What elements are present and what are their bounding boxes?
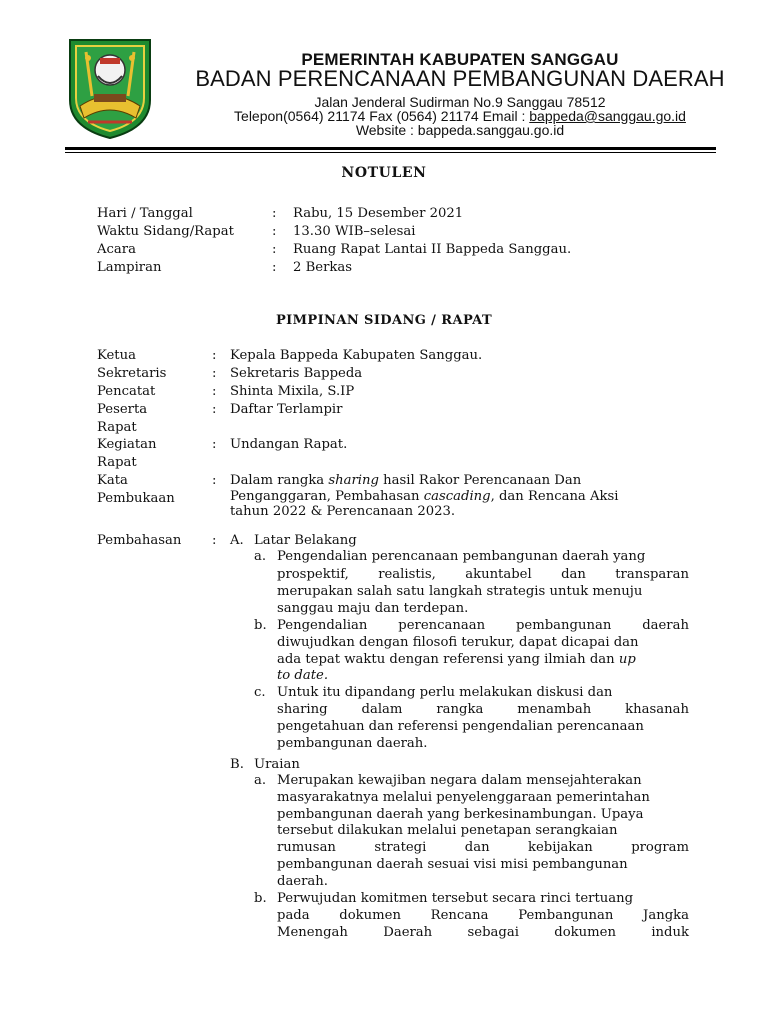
- info-label: Acara: [97, 242, 136, 257]
- colon: :: [212, 437, 217, 452]
- word: daerah: [642, 618, 689, 633]
- peserta-label-cont: Rapat: [97, 420, 137, 435]
- info-label: Hari / Tanggal: [97, 206, 193, 221]
- word: sebagai: [467, 925, 519, 940]
- info-value: Ruang Rapat Lantai II Bappeda Sanggau.: [293, 242, 572, 257]
- peserta-value: Daftar Terlampir: [230, 402, 343, 417]
- word: dokumen: [339, 908, 401, 923]
- paragraph-line-justified: [277, 617, 689, 634]
- sekretaris-label: Sekretaris: [97, 366, 167, 381]
- document-title: NOTULEN: [341, 165, 427, 181]
- word: strategi: [374, 840, 427, 855]
- paragraph-line-justified: [277, 701, 689, 718]
- list-marker: c.: [254, 685, 266, 700]
- word: akuntabel: [465, 567, 532, 582]
- ketua-label: Ketua: [97, 348, 136, 363]
- info-colon: :: [272, 242, 277, 257]
- list-marker: b.: [254, 618, 267, 633]
- info-value: 2 Berkas: [293, 260, 353, 275]
- section-b-marker: B.: [230, 757, 244, 772]
- colon: :: [212, 533, 217, 548]
- agency-address: Jalan Jenderal Sudirman No.9 Sanggau 78512: [314, 94, 606, 110]
- word: khasanah: [625, 702, 689, 717]
- letterhead-rule-thin: [65, 152, 716, 153]
- regency-coat-of-arms-logo: [64, 36, 156, 140]
- pembahasan-label: Pembahasan: [97, 533, 182, 548]
- text-run: hasil Rakor Perencanaan Dan: [378, 473, 582, 488]
- word: dokumen: [554, 925, 616, 940]
- agency-website: Website : bappeda.sanggau.go.id: [355, 122, 565, 138]
- word: transparan: [615, 567, 689, 582]
- line-text: Pengendalian perencanaan pembangunan daerah yang: [277, 549, 646, 564]
- text-run: Dalam rangka: [230, 473, 329, 488]
- paragraph-line: pembangunan daerah yang berkesinambungan. Upaya: [277, 807, 644, 822]
- word: kebijakan: [528, 840, 593, 855]
- paragraph-line: Merupakan kewajiban negara dalam mensejahterakan: [277, 773, 642, 788]
- pencatat-value: Shinta Mixila, S.IP: [230, 384, 355, 399]
- ketua-value: Kepala Bappeda Kabupaten Sanggau.: [230, 348, 483, 363]
- info-colon: :: [272, 260, 277, 275]
- kegiatan-label: Kegiatan: [97, 437, 157, 452]
- word: Pembangunan: [518, 908, 614, 923]
- word: pada: [277, 908, 310, 923]
- paragraph-line: daerah.: [277, 874, 328, 889]
- kegiatan-value: Undangan Rapat.: [230, 437, 348, 452]
- paragraph-line: [277, 651, 689, 668]
- italic-run: sharing: [328, 473, 379, 488]
- colon: :: [212, 473, 217, 488]
- info-value: Rabu, 15 Desember 2021: [293, 206, 464, 221]
- word: Menengah: [277, 925, 348, 940]
- word: rangka: [436, 702, 484, 717]
- text-run: , dan Rencana Aksi: [490, 489, 619, 504]
- paragraph-line: pengetahuan dan referensi pengendalian perencanaan: [277, 719, 644, 734]
- word: Jangka: [643, 908, 689, 923]
- list-marker: a.: [254, 773, 267, 788]
- paragraph-line: merupakan salah satu langkah strategis untuk menuju: [277, 584, 643, 599]
- letterhead-rule-thick: [65, 147, 716, 150]
- paragraph-line: pembangunan daerah sesuai visi misi pembangunan: [277, 857, 628, 872]
- word: induk: [651, 925, 689, 940]
- section-b-heading: Uraian: [254, 757, 300, 772]
- word: perencanaan: [398, 618, 486, 633]
- word: menambah: [517, 702, 592, 717]
- pencatat-label: Pencatat: [97, 384, 156, 399]
- section-a-heading: Latar Belakang: [254, 533, 357, 548]
- colon: :: [212, 402, 217, 417]
- italic-run: up: [618, 652, 636, 667]
- info-colon: :: [272, 206, 277, 221]
- word: pembangunan: [515, 618, 612, 633]
- colon: :: [212, 384, 217, 399]
- peserta-label: Peserta: [97, 402, 148, 417]
- sekretaris-value: Sekretaris Bappeda: [230, 366, 363, 381]
- paragraph-line: pembangunan daerah.: [277, 736, 428, 751]
- text-run: Penganggaran, Pembahasan: [230, 489, 424, 504]
- list-marker: a.: [254, 549, 267, 564]
- paragraph-line: [277, 548, 689, 565]
- section-a-marker: A.: [230, 533, 244, 548]
- word: program: [631, 840, 689, 855]
- paragraph-line: Perwujudan komitmen tersebut secara rinci tertuang: [277, 891, 634, 906]
- paragraph-line: masyarakatnya melalui penyelenggaraan pemerintahan: [277, 790, 650, 805]
- word: Daerah: [383, 925, 433, 940]
- word: sharing: [277, 702, 328, 717]
- kata-value-line: tahun 2022 & Perencanaan 2023.: [230, 504, 456, 519]
- info-colon: :: [272, 224, 277, 239]
- info-label: Lampiran: [97, 260, 162, 275]
- paragraph-line: sanggau maju dan terdepan.: [277, 601, 469, 616]
- section-title: PIMPINAN SIDANG / RAPAT: [275, 313, 493, 328]
- word: prospektif,: [277, 567, 349, 582]
- line-text: ada tepat waktu dengan referensi yang ilmiah dan: [277, 652, 615, 667]
- word: rumusan: [277, 840, 336, 855]
- kata-label: Kata: [97, 473, 128, 488]
- word: dalam: [361, 702, 403, 717]
- colon: :: [212, 366, 217, 381]
- list-marker: b.: [254, 891, 267, 906]
- paragraph-line: Untuk itu dipandang perlu melakukan diskusi dan: [277, 685, 613, 700]
- paragraph-line: tersebut dilakukan melalui penetapan serangkaian: [277, 823, 618, 838]
- word: Rencana: [430, 908, 489, 923]
- italic-run: cascading: [423, 489, 491, 504]
- kegiatan-label-cont: Rapat: [97, 455, 137, 470]
- government-name: PEMERINTAH KABUPATEN SANGGAU: [301, 50, 619, 69]
- paragraph-line-justified: [277, 839, 689, 856]
- kata-value-line: [230, 472, 581, 489]
- phone-fax-text: Telepon(0564) 21174 Fax (0564) 21174 Email :: [234, 108, 530, 124]
- word: dan: [561, 567, 586, 582]
- word: Pengendalian: [277, 618, 368, 633]
- agency-name: BADAN PERENCANAAN PEMBANGUNAN DAERAH: [195, 66, 725, 91]
- colon: :: [212, 348, 217, 363]
- paragraph-line-justified: [277, 566, 689, 583]
- kata-label-cont: Pembukaan: [97, 491, 175, 506]
- paragraph-line-justified: [277, 924, 689, 941]
- paragraph-line: diwujudkan dengan filosofi terukur, dapat dicapai dan: [277, 635, 639, 650]
- email-link[interactable]: bappeda@sanggau.go.id: [529, 108, 686, 124]
- paragraph-line-justified: [277, 907, 689, 924]
- word: dan: [464, 840, 490, 855]
- info-value: 13.30 WIB–selesai: [293, 224, 416, 239]
- italic-run: to date.: [277, 668, 329, 683]
- paragraph-line: [277, 667, 328, 684]
- info-label: Waktu Sidang/Rapat: [97, 224, 234, 239]
- word: realistis,: [378, 567, 436, 582]
